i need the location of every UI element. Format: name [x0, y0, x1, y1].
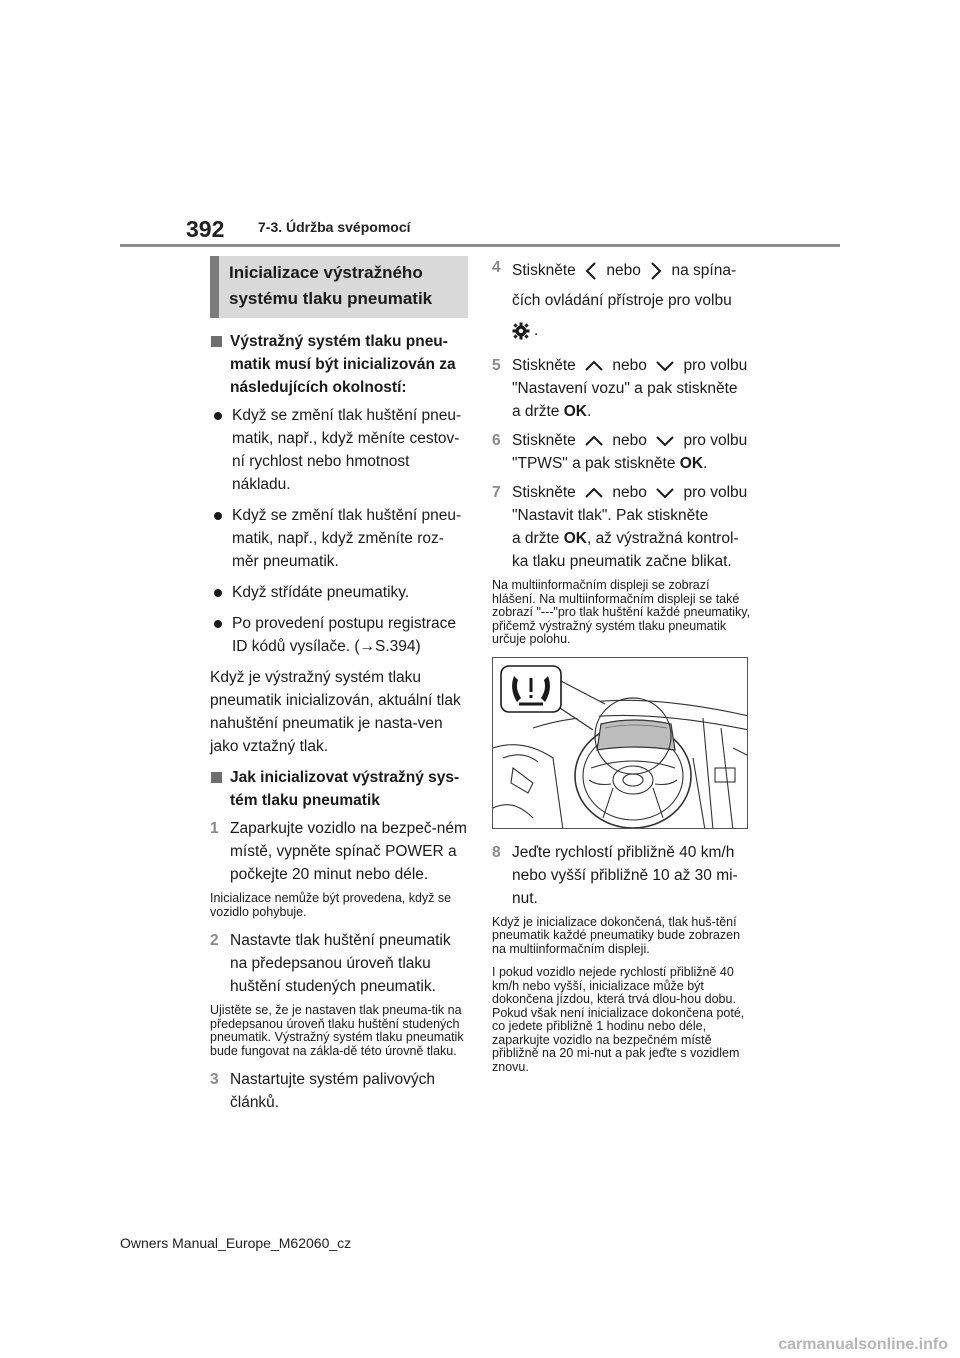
chevron-up-icon — [584, 360, 604, 372]
section-title: 7-3. Údržba svépomocí — [258, 219, 411, 235]
bullet-icon — [214, 620, 222, 628]
chevron-up-icon — [584, 435, 604, 447]
list-item: Po provedení postupu registrace ID kódů vysílače. (→S.394) — [210, 612, 468, 658]
subheading-initialization-conditions: Výstražný systém tlaku pneu-matik musí být inicializován za následujících okolností: — [210, 330, 468, 399]
section-box-title: Inicializace výstražného systému tlaku pneumatik — [210, 256, 468, 318]
step-1: 1 Zaparkujte vozidlo na bezpeč-ném místě, vypněte spínač POWER a počkejte 20 minut nebo déle. — [210, 820, 467, 883]
bullet-icon — [214, 412, 222, 420]
note: Inicializace nemůže být provedena, když se vozidlo pohybuje. — [210, 891, 452, 919]
step-5: 5 Stiskněte nebo pro volbu "Nastavení vozu" a pak stiskněte a držte OK. — [492, 357, 748, 420]
header-divider — [120, 244, 840, 247]
ok-button-symbol: OK — [563, 403, 587, 420]
bullet-icon — [214, 589, 222, 597]
note: Když je inicializace dokončená, tlak huš-tění pneumatik každé pneumatiky bude zobrazen na multiinformačním displeji. — [492, 914, 741, 956]
chevron-up-icon — [584, 487, 604, 499]
step-2: 2 Nastavte tlak huštění pneumatik na předepsanou úroveň tlaku huštění studených pneumatik. — [210, 932, 451, 995]
chevron-left-icon — [584, 261, 598, 281]
right-column — [492, 256, 752, 1084]
bullet-icon — [214, 512, 222, 520]
list-item: Když střídáte pneumatiky. — [210, 581, 468, 604]
note: Ujistěte se, že je nastaven tlak pneuma-tik na předepsanou úroveň tlaku huštění studených pneumatik. Výstražný systém tlaku pneumatik bude fungovat na zákla-dě této úrovně tlaku. — [210, 1003, 464, 1058]
step-7: 7 Stiskněte nebo pro volbu "Nastavit tlak". Pak stiskněte a držte OK, až výstražná kontrol- ka tlaku pneumatik začne blikat. — [492, 484, 748, 570]
page-number: 392 — [186, 216, 225, 242]
subheading-how-to-initialize: Jak inicializovat výstražný sys-tém tlaku pneumatik — [210, 766, 468, 812]
left-column — [210, 256, 468, 1120]
ok-button-symbol: OK — [563, 530, 587, 547]
note: I pokud vozidlo nejede rychlostí přibližně 40 km/h nebo vyšší, inicializace může být dokončena jízdou, která trvá dlou-hou dobu. Pokud však není inicializace dokončena poté, co jedete přibližně 1 hodinu nebo déle, zaparkujte vozidlo na bezpečném místě přibližně na 20 mi-nut a pak jeďte s vozidlem znovu. — [492, 965, 745, 1074]
chevron-down-icon — [655, 435, 675, 447]
list-item: Když se změní tlak huštění pneu-matik, např., když měníte cestov-ní rychlost nebo hmotnost nákladu. — [210, 404, 468, 496]
paragraph: Když je výstražný systém tlaku pneumatik inicializován, aktuální tlak nahuštění pneumatik je nasta-ven jako vztažný tlak. — [210, 669, 461, 755]
gear-icon — [512, 322, 530, 340]
dashboard-illustration — [492, 657, 748, 829]
step-3: 3 Nastartujte systém palivových článků. — [210, 1071, 436, 1111]
list-item: Když se změní tlak huštění pneu-matik, např., když změníte roz-měr pneumatik. — [210, 504, 468, 573]
note: Na multiinformačním displeji se zobrazí hlášení. Na multiinformačním displeji se také zobrazí "---"pro tlak huštění každé pneumatiky, přičemž výstražný systém tlaku pneumatik určuje polohu. — [492, 578, 751, 646]
step-6: 6 Stiskněte nebo pro volbu "TPWS" a pak stiskněte OK. — [492, 432, 748, 472]
square-bullet-icon — [211, 772, 222, 783]
footer-document-id: Owners Manual_Europe_M62060_cz — [120, 1235, 352, 1251]
square-bullet-icon — [211, 336, 222, 347]
watermark: carmanualsonline.info — [778, 1336, 948, 1353]
chevron-down-icon — [655, 360, 675, 372]
step-4: 4 Stiskněte nebo na spína- čích ovládání přístroje pro volbu . — [492, 259, 737, 339]
step-8: 8 Jeďte rychlostí přibližně 40 km/h nebo vyšší přibližně 10 až 30 mi-nut. — [492, 843, 738, 907]
page-header — [0, 0, 960, 250]
ok-button-symbol: OK — [679, 455, 704, 472]
chevron-right-icon — [649, 261, 663, 281]
chevron-down-icon — [655, 487, 675, 499]
steering-wheel-dashboard-drawing — [493, 658, 748, 829]
